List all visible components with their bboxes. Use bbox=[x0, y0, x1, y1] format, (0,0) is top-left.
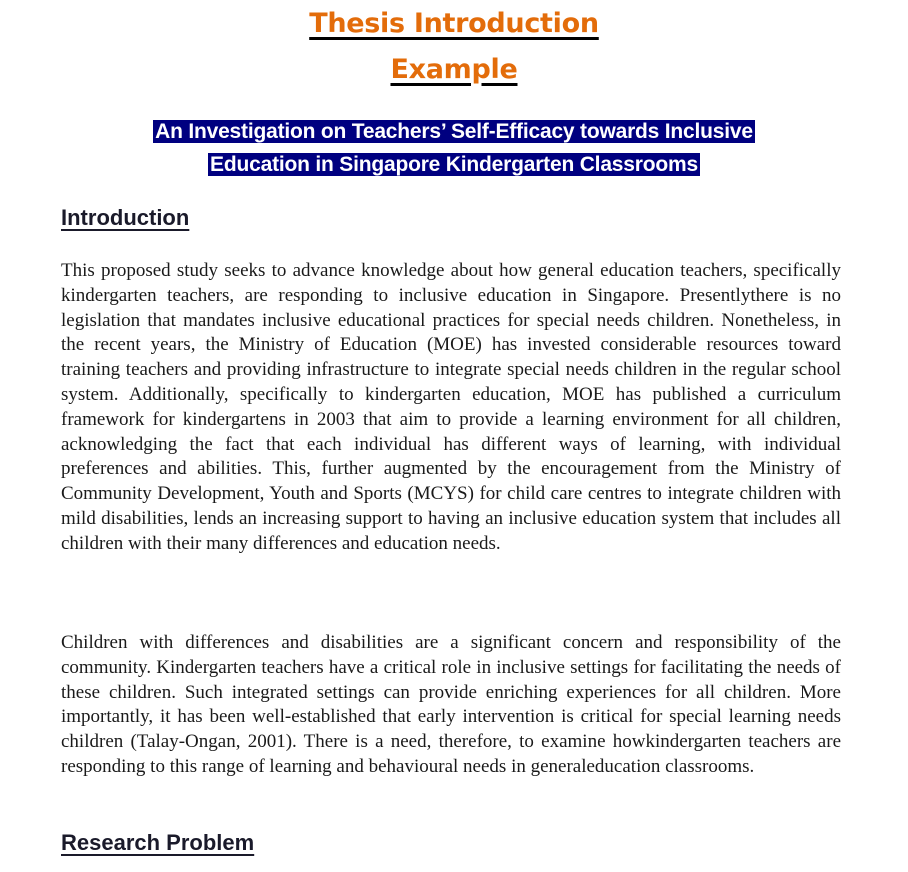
thesis-subtitle-line-2 bbox=[0, 148, 908, 181]
document-title-text-2: Example bbox=[390, 54, 518, 85]
document-title-line-1 bbox=[0, 8, 908, 39]
introduction-paragraph-2: Children with differences and disabilities are a significant concern and responsibility of the community. Kindergarten teachers have a critical role in inclusive settings for facilitating the needs of these children. Such integrated settings can provide enriching experiences for all children. More importantly, it has been well-established that early intervention is critical for special learning needs children (Talay-Ongan, 2001). There is a need, therefore, to examine howkindergarten teachers are responding to this range of learning and behavioural needs in generaleducation classrooms. bbox=[61, 632, 841, 777]
thesis-subtitle-text-2: Education in Singapore Kindergarten Classrooms bbox=[210, 153, 698, 176]
introduction-paragraph-1: This proposed study seeks to advance knowledge about how general education teachers, specifically kindergarten teachers, are responding to inclusive education in Singapore. Presentlythere is no legislation that mandates inclusive educational practices for special needs children. Nonetheless, in the recent years, the Ministry of Education (MOE) has invested considerable resources toward training teachers and providing infrastructure to integrate special needs children in the regular school system. Additionally, specifically to kindergarten education, MOE has published a curriculum framework for kindergartens in 2003 that aim to provide a learning environment for all children, acknowledging the fact that each individual has different ways of learning, with individual preferences and abilities. This, further augmented by the encouragement from the Ministry of Community Development, Youth and Sports (MCYS) for child care centres to integrate children with mild disabilities, lends an increasing support to having an inclusive education system that includes all children with their many differences and education needs. bbox=[61, 260, 841, 554]
section-heading-introduction: Introduction bbox=[61, 205, 190, 230]
thesis-subtitle-text-1: An Investigation on Teachers’ Self-Efficacy towards Inclusive bbox=[155, 120, 753, 143]
document-title-text-1: Thesis Introduction bbox=[309, 8, 599, 39]
document-title-line-2 bbox=[0, 54, 908, 85]
thesis-subtitle-line-1 bbox=[0, 115, 908, 148]
section-heading-research-problem: Research Problem bbox=[61, 830, 255, 855]
